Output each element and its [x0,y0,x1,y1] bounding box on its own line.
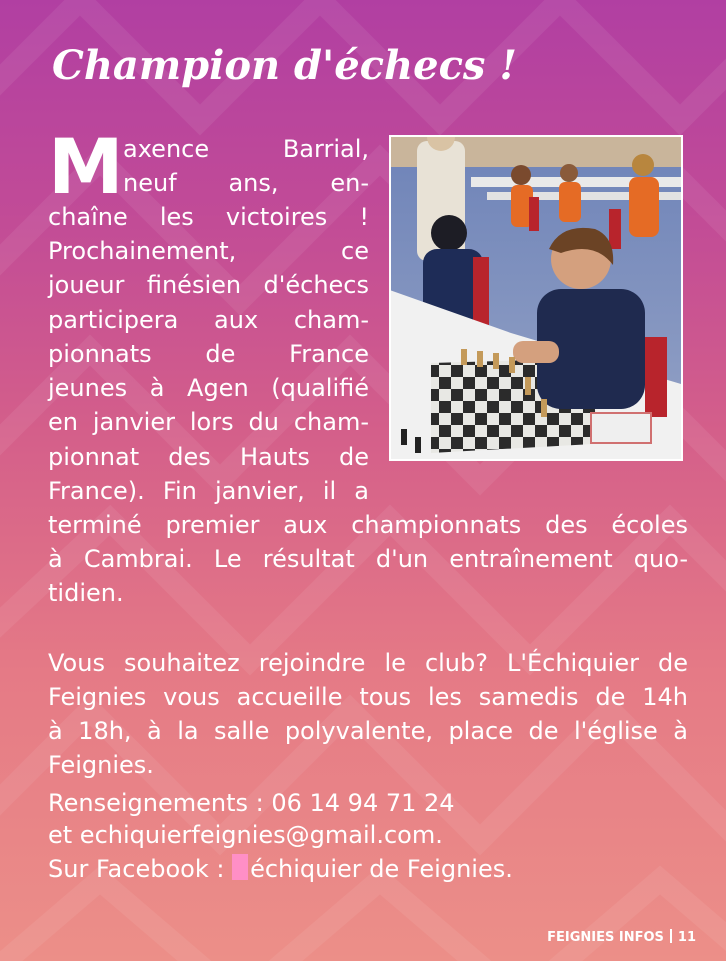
text-line: terminé premier aux championnats des écoles [48,511,688,539]
phone-line: Renseignements : 06 14 94 71 24 [48,789,455,817]
facebook-prefix: Sur Facebook : [48,855,233,883]
text-line: à Cambrai. Le résultat d'un entraînement quo- [48,545,688,573]
text-line: joueur finésien d'échecs [48,271,369,299]
email-line: et echiquierfeignies@gmail.com. [48,821,443,849]
facebook-line [48,852,513,887]
footer-divider [670,929,672,943]
text-line: France). Fin janvier, il a [48,477,369,505]
text-line: à 18h, à la salle polyvalente, place de l'église à [48,717,688,745]
facebook-page-name: échiquier de Feignies. [250,855,513,883]
text-line: Feignies. [48,751,154,779]
text-line: Vous souhaitez rejoindre le club? L'Échiquier de [48,649,688,677]
publication-name: FEIGNIES [547,930,615,945]
text-line: chaîne les victoires ! [48,203,369,231]
text-line: participera aux cham- [48,306,369,334]
facebook-icon [232,854,248,880]
article-title: Champion d'échecs ! [52,42,517,89]
text-line: neuf ans, en- [123,169,369,197]
chess-tournament-photo [389,135,683,461]
text-line: tidien. [48,579,124,607]
text-line: pionnat des Hauts de [48,443,369,471]
text-line: jeunes à Agen (qualifié [48,374,369,402]
text-line: axence Barrial, [123,135,369,163]
text-line: Prochainement, ce [48,237,369,265]
text-line: pionnats de France [48,340,369,368]
page-number: 11 [677,930,696,945]
drop-cap: M [48,122,124,211]
publication-name-bold: INFOS [618,930,664,945]
page-footer [547,929,696,945]
text-line: en janvier lors du cham- [48,408,369,436]
text-line: Feignies vous accueille tous les samedis de 14h [48,683,688,711]
